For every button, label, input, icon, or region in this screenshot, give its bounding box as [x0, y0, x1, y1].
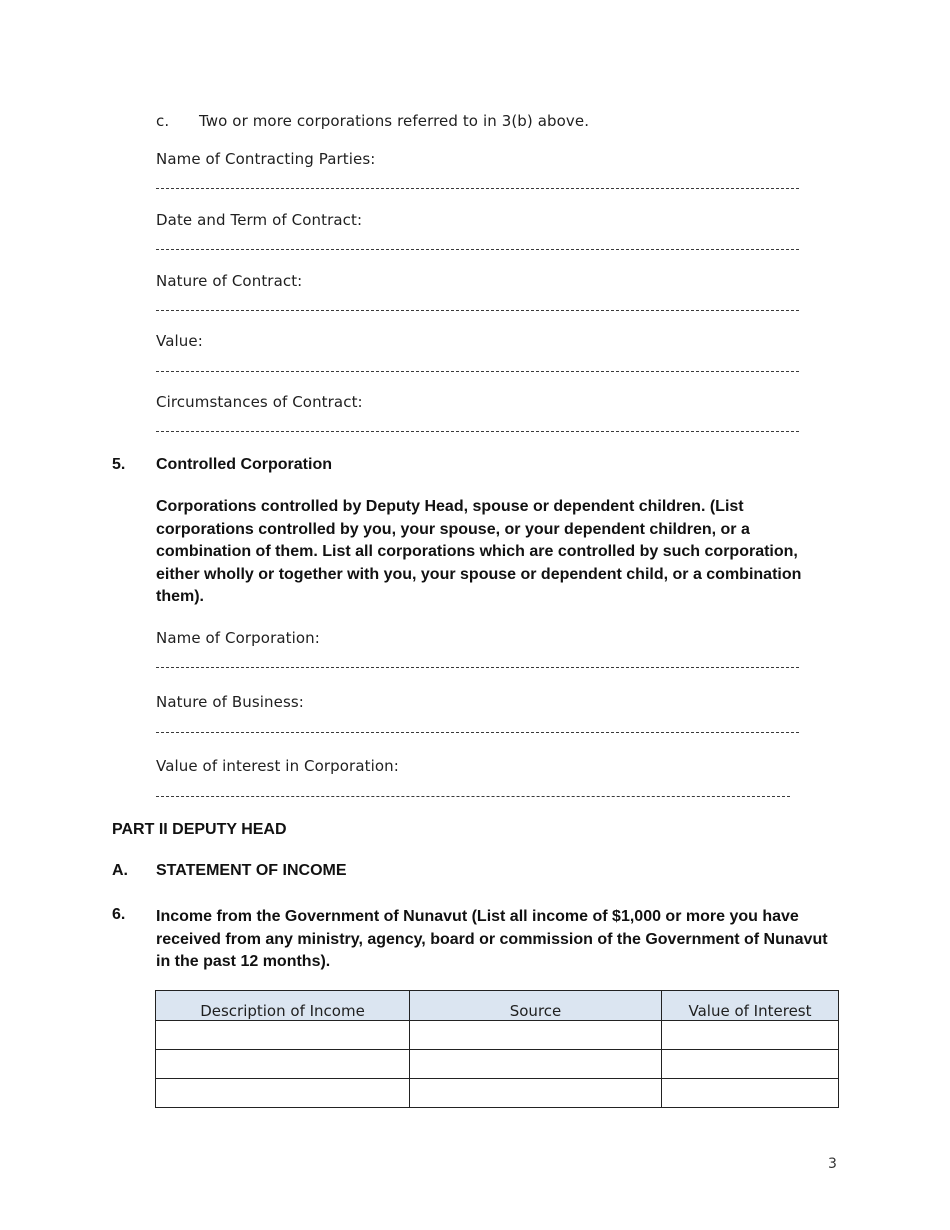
- table-cell-description[interactable]: [156, 1021, 410, 1050]
- table-cell-description[interactable]: [156, 1050, 410, 1079]
- page-number: 3: [828, 1156, 837, 1172]
- nature-of-business-label: Nature of Business:: [156, 693, 304, 711]
- nature-of-business-line[interactable]: [156, 732, 799, 733]
- header-source: Source: [410, 991, 662, 1021]
- header-description-of-income: Description of Income: [156, 991, 410, 1021]
- corporation-name-line[interactable]: [156, 667, 799, 668]
- contract-value-line[interactable]: [156, 371, 799, 372]
- table-cell-description[interactable]: [156, 1079, 410, 1108]
- contracting-parties-line[interactable]: [156, 188, 799, 189]
- contract-date-term-label: Date and Term of Contract:: [156, 211, 363, 229]
- item-c-letter: c.: [156, 112, 170, 130]
- section-a-letter: A.: [112, 862, 128, 879]
- table-cell-source[interactable]: [410, 1079, 662, 1108]
- part-2-title: PART II DEPUTY HEAD: [112, 821, 287, 838]
- table-cell-value[interactable]: [662, 1079, 839, 1108]
- contract-nature-label: Nature of Contract:: [156, 272, 303, 290]
- item-c-text: Two or more corporations referred to in 3(b) above.: [199, 112, 590, 130]
- corporation-name-label: Name of Corporation:: [156, 629, 320, 647]
- section-a-title: STATEMENT OF INCOME: [156, 862, 347, 879]
- income-table: [155, 990, 839, 1108]
- table-cell-source[interactable]: [410, 1050, 662, 1079]
- header-value-of-interest: Value of Interest: [662, 991, 839, 1021]
- section-6-text: Income from the Government of Nunavut (List all income of $1,000 or more you have received from any ministry, agency, board or commission of the Government of Nunavut in the past 12 months).: [156, 908, 828, 971]
- section-5-description: Corporations controlled by Deputy Head, spouse or dependent children. (List corporations controlled by you, your spouse, or your dependent children, or a combination of them. List all corporations which are controlled by such corporation, either wholly or together with you, your spouse or dependent child, or a combination them).: [156, 498, 802, 606]
- corporation-interest-value-line[interactable]: [156, 796, 790, 797]
- contract-nature-line[interactable]: [156, 310, 799, 311]
- section-5-number: 5.: [112, 456, 126, 473]
- table-cell-source[interactable]: [410, 1021, 662, 1050]
- income-table-header-row: [156, 991, 839, 1021]
- contract-circumstances-label: Circumstances of Contract:: [156, 393, 363, 411]
- contract-date-term-line[interactable]: [156, 249, 799, 250]
- corporation-interest-value-label: Value of interest in Corporation:: [156, 757, 399, 775]
- section-6-number: 6.: [112, 906, 126, 923]
- table-cell-value[interactable]: [662, 1050, 839, 1079]
- table-row: [156, 1021, 839, 1050]
- section-5-title: Controlled Corporation: [156, 456, 332, 473]
- contract-circumstances-line[interactable]: [156, 431, 799, 432]
- table-row: [156, 1050, 839, 1079]
- table-cell-value[interactable]: [662, 1021, 839, 1050]
- contracting-parties-label: Name of Contracting Parties:: [156, 150, 376, 168]
- table-row: [156, 1079, 839, 1108]
- contract-value-label: Value:: [156, 332, 203, 350]
